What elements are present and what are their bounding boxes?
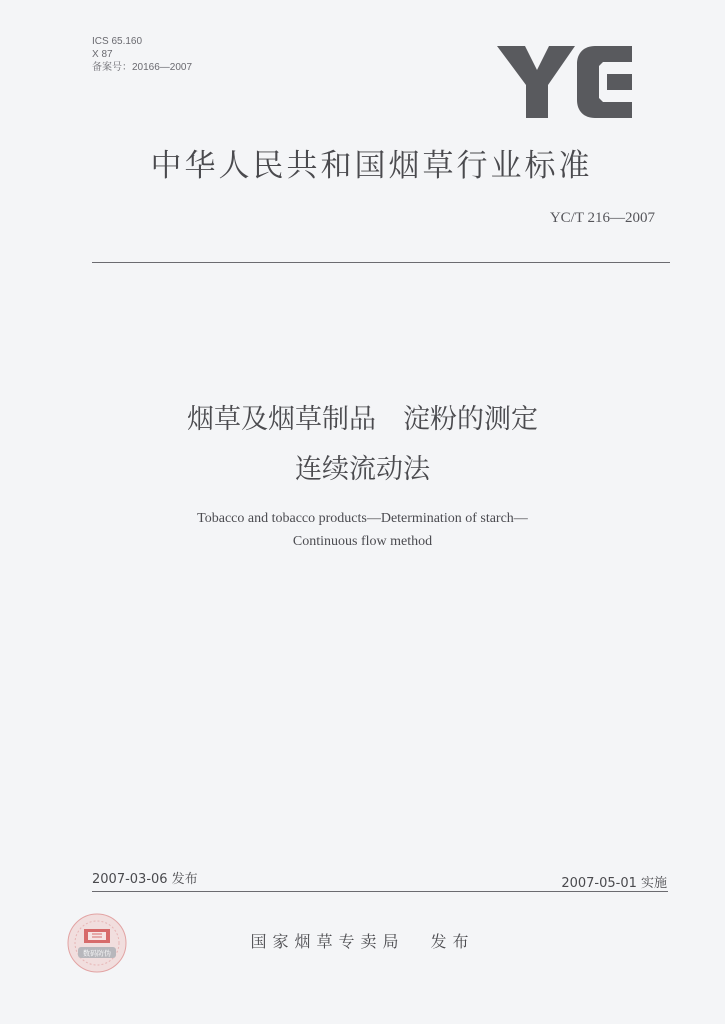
- english-title-line-1: Tobacco and tobacco products—Determination of starch—: [197, 511, 528, 526]
- chinese-title-line-2: 连续流动法: [295, 454, 430, 485]
- issuing-authority: [0, 929, 725, 952]
- ccs-code: X 87: [92, 49, 113, 60]
- footer-divider: [92, 891, 668, 892]
- issuer-action: 发布: [430, 932, 475, 951]
- classification-block: [92, 35, 192, 74]
- standard-code: YC/T 216—2007: [549, 210, 655, 226]
- header-divider: [92, 262, 670, 263]
- publish-date: 2007-03-06 发布: [92, 872, 198, 887]
- industry-standard-title: 中华人民共和国烟草行业标准: [150, 148, 593, 184]
- seal-text: 数码防伪: [83, 949, 111, 958]
- yc-logo: [495, 40, 635, 120]
- implementation-date: 2007-05-01 实施: [561, 876, 667, 891]
- record-number: 备案号：20166—2007: [92, 62, 193, 73]
- ics-code: ICS 65.160: [92, 36, 143, 47]
- chinese-title-line-1: 烟草及烟草制品 淀粉的测定: [187, 404, 538, 435]
- issuer-name: 国家烟草专卖局: [250, 932, 405, 951]
- english-title-line-2: Continuous flow method: [292, 534, 433, 549]
